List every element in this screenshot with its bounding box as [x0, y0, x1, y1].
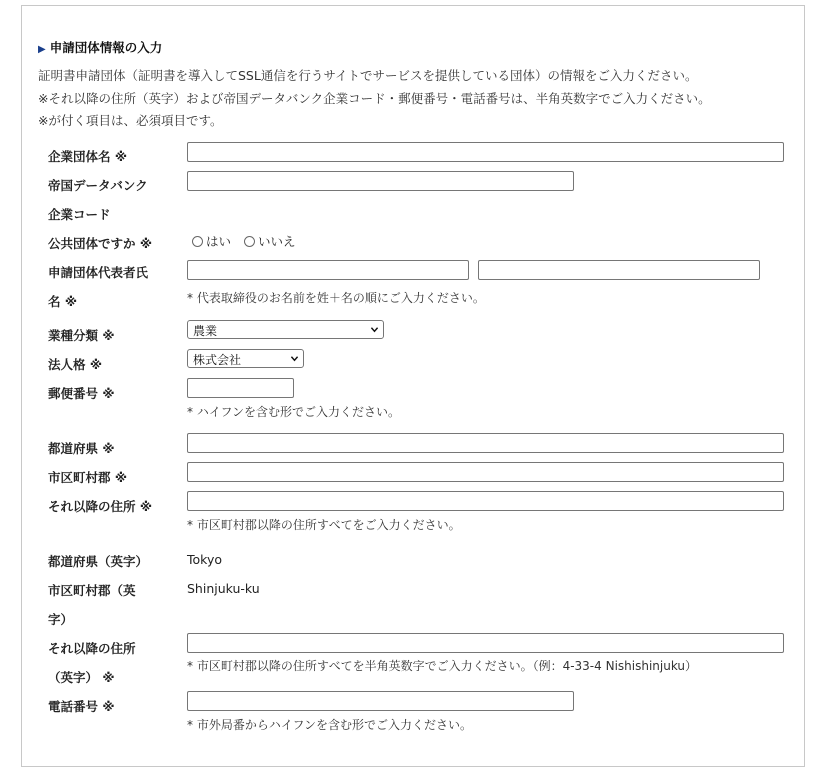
postal-label: 郵便番号 ※	[48, 386, 115, 401]
postal-input[interactable]	[187, 378, 294, 398]
city-label: 市区町村郡 ※	[48, 470, 128, 485]
triangle-right-icon: ▶	[38, 44, 46, 55]
industry-label: 業種分類 ※	[48, 328, 115, 343]
representative-first-name-input[interactable]	[478, 260, 760, 280]
intro-text: 証明書申請団体（証明書を導入してSSL通信を行うサイトでサービスを提供している団体）の情報をご入力ください。	[38, 68, 698, 83]
address-en-note: * 市区町村郡以降の住所すべてを半角英数字でご入力ください。（例：4-33-4 Nishishinjuku）	[187, 659, 698, 673]
public-org-yes-radio[interactable]: はい	[192, 232, 231, 250]
tdb-code-input[interactable]	[187, 171, 574, 191]
corp-type-label: 法人格 ※	[48, 357, 103, 372]
city-en-label-line1: 市区町村郡（英	[48, 583, 136, 598]
representative-label-line2: 名 ※	[48, 294, 78, 309]
intro-note-halfwidth: ※それ以降の住所（英字）および帝国データバンク企業コード・郵便番号・電話番号は、半角英数字でご入力ください。	[38, 91, 711, 106]
address-en-input[interactable]	[187, 633, 784, 653]
radio-circle-icon[interactable]	[244, 236, 255, 247]
industry-selected-value: 農業	[193, 324, 218, 338]
address-label: それ以降の住所 ※	[48, 499, 153, 514]
corp-type-selected-value: 株式会社	[193, 353, 242, 367]
tdb-code-label-line2: 企業コード	[48, 207, 111, 222]
prefecture-label: 都道府県 ※	[48, 441, 115, 456]
chevron-down-icon	[291, 355, 298, 362]
industry-select[interactable]	[187, 320, 384, 339]
phone-note: * 市外局番からハイフンを含む形でご入力ください。	[187, 718, 472, 732]
address-en-label-line2: （英字） ※	[48, 670, 115, 685]
chevron-down-icon	[371, 326, 378, 333]
address-en-label-line1: それ以降の住所	[48, 641, 136, 656]
org-name-label: 企業団体名 ※	[48, 149, 128, 164]
prefecture-en-value: Tokyo	[187, 552, 222, 567]
org-name-input[interactable]	[187, 142, 784, 162]
radio-circle-icon[interactable]	[192, 236, 203, 247]
corp-type-select[interactable]	[187, 349, 304, 368]
public-org-no-radio[interactable]: いいえ	[244, 232, 296, 250]
address-input[interactable]	[187, 491, 784, 511]
city-input[interactable]	[187, 462, 784, 482]
public-org-label: 公共団体ですか ※	[48, 236, 153, 251]
prefecture-input[interactable]	[187, 433, 784, 453]
postal-note: * ハイフンを含む形でご入力ください。	[187, 405, 400, 419]
city-en-label-line2: 字）	[48, 612, 74, 627]
representative-note: * 代表取締役のお名前を姓＋名の順にご入力ください。	[187, 291, 485, 305]
address-note: * 市区町村郡以降の住所すべてをご入力ください。	[187, 518, 461, 532]
prefecture-en-label: 都道府県（英字）	[48, 554, 149, 569]
tdb-code-label-line1: 帝国データバンク	[48, 178, 148, 193]
intro-note-required: ※が付く項目は、必須項目です。	[38, 113, 223, 128]
city-en-value: Shinjuku-ku	[187, 581, 260, 596]
phone-label: 電話番号 ※	[48, 699, 115, 714]
representative-last-name-input[interactable]	[187, 260, 469, 280]
section-heading: ▶ 申請団体情報の入力	[38, 40, 163, 55]
phone-input[interactable]	[187, 691, 574, 711]
representative-label-line1: 申請団体代表者氏	[48, 265, 149, 280]
